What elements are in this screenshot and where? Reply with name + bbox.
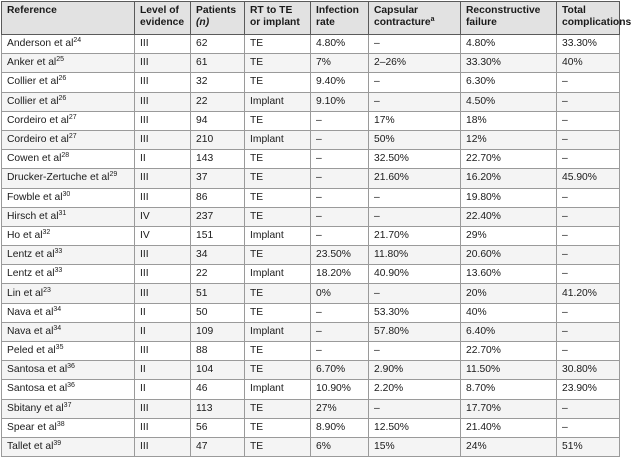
- cell-patients: 37: [191, 169, 245, 188]
- cell-patients: 113: [191, 399, 245, 418]
- table-row: [2, 35, 620, 54]
- cell-infection: –: [311, 207, 369, 226]
- cell-capsular: 32.50%: [369, 150, 461, 169]
- cell-level: IV: [135, 207, 191, 226]
- cell-total: –: [557, 342, 620, 361]
- cell-reference: [2, 207, 135, 226]
- reference-citation: 27: [68, 113, 77, 121]
- cell-failure: 29%: [461, 226, 557, 245]
- cell-reference: [2, 342, 135, 361]
- reference-citation: 26: [58, 75, 67, 83]
- reference-text: Drucker-Zertuche et al: [7, 172, 110, 184]
- cell-reference: [2, 130, 135, 149]
- cell-patients: 62: [191, 35, 245, 54]
- reference-citation: 37: [63, 401, 72, 409]
- cell-total: –: [557, 130, 620, 149]
- cell-total: 33.30%: [557, 35, 620, 54]
- cell-total: –: [557, 92, 620, 111]
- header-total: [557, 2, 631, 35]
- table-row: [2, 265, 620, 284]
- cell-level: III: [135, 92, 191, 111]
- header-infection-line2: rate: [316, 17, 335, 28]
- cell-patients: 143: [191, 150, 245, 169]
- cell-capsular: –: [369, 342, 461, 361]
- reference-text: Collier et al: [7, 95, 59, 107]
- cell-capsular: 17%: [369, 111, 461, 130]
- cell-total: 51%: [557, 437, 620, 456]
- reference-text: Anker et al: [7, 57, 57, 69]
- reference-text: Lin et al: [7, 287, 44, 299]
- reference-citation: 34: [53, 305, 62, 313]
- header-reference: [2, 2, 135, 35]
- cell-level: III: [135, 342, 191, 361]
- header-capsular-line2: contracture: [374, 17, 431, 28]
- cell-patients: 94: [191, 111, 245, 130]
- cell-rt: TE: [245, 399, 311, 418]
- table-row: [2, 207, 620, 226]
- cell-rt: TE: [245, 207, 311, 226]
- cell-reference: [2, 150, 135, 169]
- cell-capsular: –: [369, 207, 461, 226]
- cell-patients: 151: [191, 226, 245, 245]
- table-row: [2, 284, 620, 303]
- header-total-line2: complications: [562, 17, 631, 28]
- cell-patients: 109: [191, 322, 245, 341]
- cell-infection: –: [311, 303, 369, 322]
- table-row: [2, 303, 620, 322]
- reference-citation: 33: [54, 248, 63, 256]
- header-level-line2: evidence: [140, 17, 185, 28]
- cell-failure: 16.20%: [461, 169, 557, 188]
- cell-level: III: [135, 35, 191, 54]
- cell-patients: 34: [191, 246, 245, 265]
- cell-reference: [2, 303, 135, 322]
- cell-level: III: [135, 73, 191, 92]
- cell-capsular: 2–26%: [369, 54, 461, 73]
- cell-patients: 210: [191, 130, 245, 149]
- cell-capsular: 21.60%: [369, 169, 461, 188]
- cell-infection: –: [311, 150, 369, 169]
- cell-reference: [2, 246, 135, 265]
- cell-reference: [2, 169, 135, 188]
- reference-text: Nava et al: [7, 306, 54, 318]
- header-failure-line2: failure: [466, 17, 497, 28]
- reference-text: Collier et al: [7, 76, 59, 88]
- outcomes-table: [1, 1, 631, 457]
- header-infection: [311, 2, 369, 35]
- cell-level: III: [135, 169, 191, 188]
- reference-text: Cordeiro et al: [7, 114, 69, 126]
- reference-citation: 34: [53, 324, 62, 332]
- cell-infection: 23.50%: [311, 246, 369, 265]
- cell-reference: [2, 92, 135, 111]
- header-rt: [245, 2, 311, 35]
- cell-total: –: [557, 226, 620, 245]
- cell-failure: 6.40%: [461, 322, 557, 341]
- reference-text: Sbitany et al: [7, 402, 64, 414]
- cell-level: III: [135, 130, 191, 149]
- table-row: [2, 226, 620, 245]
- header-rt-line2: or implant: [250, 17, 300, 28]
- cell-capsular: 50%: [369, 130, 461, 149]
- cell-total: –: [557, 188, 620, 207]
- cell-rt: TE: [245, 303, 311, 322]
- cell-capsular: 11.80%: [369, 246, 461, 265]
- cell-capsular: –: [369, 92, 461, 111]
- reference-citation: 39: [53, 440, 62, 448]
- cell-total: –: [557, 150, 620, 169]
- cell-patients: 46: [191, 380, 245, 399]
- cell-total: –: [557, 246, 620, 265]
- cell-capsular: 2.90%: [369, 361, 461, 380]
- cell-failure: 20.60%: [461, 246, 557, 265]
- cell-rt: TE: [245, 150, 311, 169]
- cell-infection: –: [311, 322, 369, 341]
- cell-failure: 22.40%: [461, 207, 557, 226]
- cell-failure: 17.70%: [461, 399, 557, 418]
- header-level: [135, 2, 191, 35]
- cell-failure: 24%: [461, 437, 557, 456]
- cell-infection: 18.20%: [311, 265, 369, 284]
- cell-reference: [2, 361, 135, 380]
- header-failure-line1: Reconstructive: [466, 5, 541, 16]
- cell-capsular: –: [369, 284, 461, 303]
- table-row: [2, 246, 620, 265]
- cell-failure: 22.70%: [461, 342, 557, 361]
- cell-total: 45.90%: [557, 169, 620, 188]
- header-capsular-footnote: a: [430, 16, 435, 23]
- cell-patients: 32: [191, 73, 245, 92]
- reference-text: Santosa et al: [7, 383, 68, 395]
- cell-level: III: [135, 284, 191, 303]
- cell-patients: 61: [191, 54, 245, 73]
- cell-rt: TE: [245, 111, 311, 130]
- cell-infection: 9.10%: [311, 92, 369, 111]
- cell-total: 40%: [557, 54, 620, 73]
- header-capsular: [369, 2, 461, 35]
- cell-reference: [2, 380, 135, 399]
- cell-level: III: [135, 418, 191, 437]
- header-reference-text: Reference: [7, 5, 57, 16]
- table-row: [2, 418, 620, 437]
- header-total-line1: Total: [562, 5, 586, 16]
- table-row: [2, 92, 620, 111]
- reference-citation: 36: [67, 363, 75, 371]
- cell-capsular: 12.50%: [369, 418, 461, 437]
- table-row: [2, 380, 620, 399]
- cell-patients: 47: [191, 437, 245, 456]
- cell-rt: TE: [245, 73, 311, 92]
- cell-reference: [2, 226, 135, 245]
- cell-level: III: [135, 54, 191, 73]
- table-row: [2, 342, 620, 361]
- cell-infection: –: [311, 169, 369, 188]
- cell-reference: [2, 111, 135, 130]
- cell-failure: 4.50%: [461, 92, 557, 111]
- reference-citation: 30: [62, 190, 71, 198]
- reference-text: Cordeiro et al: [7, 134, 69, 146]
- table-body: [2, 35, 620, 457]
- cell-infection: –: [311, 342, 369, 361]
- cell-failure: 12%: [461, 130, 557, 149]
- cell-rt: TE: [245, 246, 311, 265]
- cell-level: IV: [135, 226, 191, 245]
- table-row: [2, 322, 620, 341]
- table-row: [2, 73, 620, 92]
- cell-level: III: [135, 437, 191, 456]
- cell-infection: 10.90%: [311, 380, 369, 399]
- cell-failure: 11.50%: [461, 361, 557, 380]
- cell-total: –: [557, 399, 620, 418]
- cell-failure: 33.30%: [461, 54, 557, 73]
- reference-text: Santosa et al: [7, 364, 68, 376]
- cell-capsular: 21.70%: [369, 226, 461, 245]
- cell-infection: 4.80%: [311, 35, 369, 54]
- cell-level: II: [135, 380, 191, 399]
- cell-reference: [2, 418, 135, 437]
- table-header: [2, 2, 631, 35]
- cell-infection: –: [311, 111, 369, 130]
- cell-level: II: [135, 361, 191, 380]
- table-row: [2, 437, 620, 456]
- cell-rt: TE: [245, 35, 311, 54]
- cell-patients: 56: [191, 418, 245, 437]
- cell-total: 41.20%: [557, 284, 620, 303]
- cell-patients: 50: [191, 303, 245, 322]
- reference-citation: 25: [56, 56, 65, 64]
- reference-citation: 23: [43, 286, 51, 294]
- cell-failure: 6.30%: [461, 73, 557, 92]
- table-row: [2, 169, 620, 188]
- cell-total: –: [557, 111, 620, 130]
- cell-capsular: 2.20%: [369, 380, 461, 399]
- cell-level: III: [135, 246, 191, 265]
- table-row: [2, 130, 620, 149]
- reference-text: Cowen et al: [7, 153, 62, 165]
- cell-rt: Implant: [245, 92, 311, 111]
- cell-infection: –: [311, 130, 369, 149]
- cell-infection: 6.70%: [311, 361, 369, 380]
- cell-infection: 7%: [311, 54, 369, 73]
- header-patients-line1: Patients: [196, 5, 237, 16]
- cell-rt: Implant: [245, 226, 311, 245]
- cell-level: III: [135, 399, 191, 418]
- reference-text: Anderson et al: [7, 38, 74, 50]
- reference-citation: 27: [68, 133, 77, 141]
- cell-patients: 88: [191, 342, 245, 361]
- reference-text: Nava et al: [7, 325, 54, 337]
- cell-rt: TE: [245, 54, 311, 73]
- cell-level: II: [135, 303, 191, 322]
- cell-rt: TE: [245, 284, 311, 303]
- cell-total: –: [557, 207, 620, 226]
- cell-rt: Implant: [245, 265, 311, 284]
- cell-reference: [2, 284, 135, 303]
- header-capsular-line1: Capsular: [374, 5, 419, 16]
- header-rt-line1: RT to TE: [250, 5, 293, 16]
- cell-rt: Implant: [245, 130, 311, 149]
- cell-infection: 27%: [311, 399, 369, 418]
- cell-total: 30.80%: [557, 361, 620, 380]
- cell-failure: 40%: [461, 303, 557, 322]
- cell-rt: TE: [245, 361, 311, 380]
- header-patients-line2: (n): [196, 17, 210, 28]
- header-failure: [461, 2, 557, 35]
- cell-total: –: [557, 303, 620, 322]
- cell-capsular: 57.80%: [369, 322, 461, 341]
- cell-patients: 51: [191, 284, 245, 303]
- table-row: [2, 399, 620, 418]
- table-row: [2, 54, 620, 73]
- cell-failure: 20%: [461, 284, 557, 303]
- reference-text: Ho et al: [7, 229, 43, 241]
- cell-patients: 22: [191, 92, 245, 111]
- cell-capsular: 15%: [369, 437, 461, 456]
- table-row: [2, 361, 620, 380]
- cell-reference: [2, 265, 135, 284]
- cell-level: II: [135, 150, 191, 169]
- cell-failure: 21.40%: [461, 418, 557, 437]
- cell-failure: 22.70%: [461, 150, 557, 169]
- reference-text: Lentz et al: [7, 249, 55, 261]
- reference-text: Peled et al: [7, 345, 56, 357]
- cell-capsular: –: [369, 399, 461, 418]
- cell-failure: 19.80%: [461, 188, 557, 207]
- cell-infection: –: [311, 226, 369, 245]
- cell-level: III: [135, 265, 191, 284]
- cell-reference: [2, 399, 135, 418]
- cell-total: –: [557, 73, 620, 92]
- cell-patients: 237: [191, 207, 245, 226]
- table-row: [2, 111, 620, 130]
- cell-reference: [2, 188, 135, 207]
- reference-citation: 35: [55, 344, 64, 352]
- cell-infection: 8.90%: [311, 418, 369, 437]
- reference-citation: 28: [61, 152, 70, 160]
- cell-total: –: [557, 418, 620, 437]
- cell-reference: [2, 322, 135, 341]
- cell-rt: Implant: [245, 322, 311, 341]
- reference-text: Lentz et al: [7, 268, 55, 280]
- reference-citation: 38: [56, 420, 65, 428]
- cell-level: III: [135, 111, 191, 130]
- cell-rt: TE: [245, 342, 311, 361]
- cell-capsular: 53.30%: [369, 303, 461, 322]
- cell-capsular: –: [369, 35, 461, 54]
- header-level-line1: Level of: [140, 5, 179, 16]
- cell-patients: 22: [191, 265, 245, 284]
- cell-rt: Implant: [245, 380, 311, 399]
- header-infection-line1: Infection: [316, 5, 359, 16]
- reference-citation: 26: [58, 94, 67, 102]
- cell-reference: [2, 73, 135, 92]
- reference-text: Hirsch et al: [7, 210, 59, 222]
- cell-reference: [2, 54, 135, 73]
- cell-reference: [2, 437, 135, 456]
- cell-failure: 13.60%: [461, 265, 557, 284]
- cell-infection: –: [311, 188, 369, 207]
- header-row: [2, 2, 620, 35]
- cell-capsular: –: [369, 188, 461, 207]
- cell-patients: 104: [191, 361, 245, 380]
- cell-rt: TE: [245, 418, 311, 437]
- cell-total: –: [557, 322, 620, 341]
- cell-rt: TE: [245, 169, 311, 188]
- table-row: [2, 188, 620, 207]
- cell-capsular: –: [369, 73, 461, 92]
- reference-citation: 32: [42, 228, 51, 236]
- table-row: [2, 150, 620, 169]
- cell-infection: 0%: [311, 284, 369, 303]
- reference-citation: 36: [67, 382, 75, 390]
- cell-infection: 9.40%: [311, 73, 369, 92]
- cell-total: –: [557, 265, 620, 284]
- cell-rt: TE: [245, 437, 311, 456]
- cell-patients: 86: [191, 188, 245, 207]
- cell-failure: 4.80%: [461, 35, 557, 54]
- cell-capsular: 40.90%: [369, 265, 461, 284]
- cell-reference: [2, 35, 135, 54]
- reference-text: Fowble et al: [7, 191, 63, 203]
- reference-citation: 31: [58, 209, 67, 217]
- reference-citation: 29: [109, 171, 118, 179]
- cell-level: III: [135, 188, 191, 207]
- reference-text: Tallet et al: [7, 441, 54, 453]
- reference-citation: 33: [54, 267, 63, 275]
- cell-rt: TE: [245, 188, 311, 207]
- cell-total: 23.90%: [557, 380, 620, 399]
- cell-level: II: [135, 322, 191, 341]
- header-patients: [191, 2, 245, 35]
- cell-infection: 6%: [311, 437, 369, 456]
- reference-citation: 24: [73, 37, 82, 45]
- reference-text: Spear et al: [7, 421, 57, 433]
- cell-failure: 8.70%: [461, 380, 557, 399]
- cell-failure: 18%: [461, 111, 557, 130]
